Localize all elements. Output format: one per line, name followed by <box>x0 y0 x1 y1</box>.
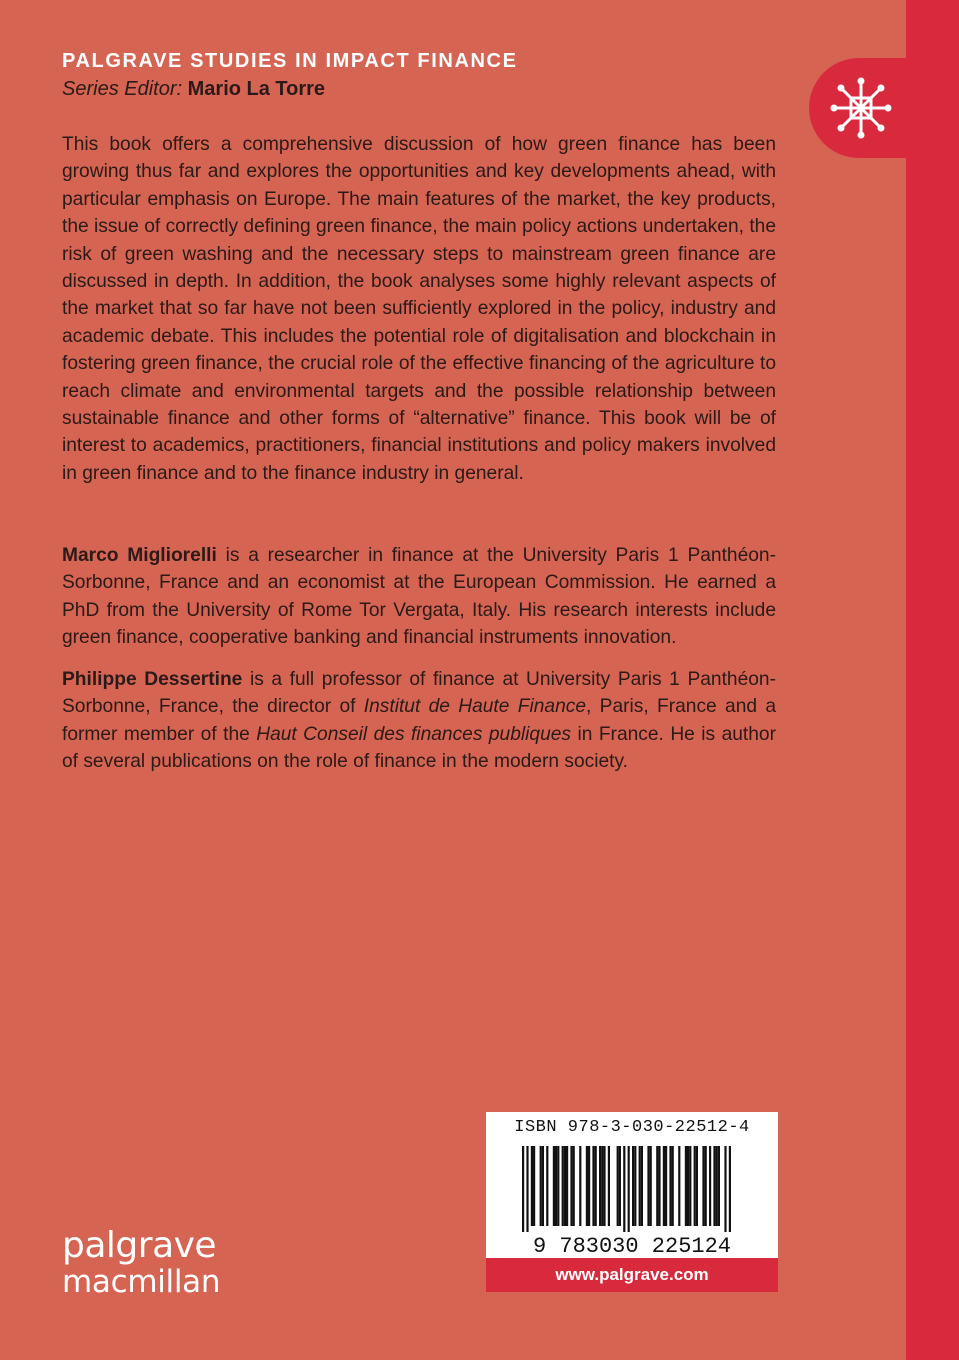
barcode-bar <box>566 1146 568 1226</box>
barcode-bar <box>628 1146 630 1232</box>
barcode-bar <box>623 1146 625 1232</box>
barcode-bar <box>650 1146 652 1226</box>
barcode-bar <box>702 1146 704 1226</box>
barcode-bar <box>553 1146 555 1226</box>
barcode-bar <box>608 1146 610 1226</box>
author-name: Marco Migliorelli <box>62 545 217 566</box>
barcode-bar <box>533 1146 535 1226</box>
series-editor-name: Mario La Torre <box>187 78 326 100</box>
barcode-bar <box>542 1146 544 1226</box>
barcode-bar <box>555 1146 557 1226</box>
institute-name: Institut de Haute Finance <box>363 696 587 718</box>
author-name: Philippe Dessertine <box>62 669 243 690</box>
series-title: PALGRAVE STUDIES IN IMPACT FINANCE <box>62 50 518 72</box>
publisher-logo-line2: macmillan <box>62 1264 221 1300</box>
barcode-bar <box>617 1146 619 1226</box>
barcode-bar <box>696 1146 698 1226</box>
barcode-bar <box>687 1146 689 1226</box>
barcode-bar <box>678 1146 680 1226</box>
barcode-bar <box>639 1146 641 1226</box>
barcode <box>508 1146 756 1256</box>
barcode-bar <box>694 1146 696 1226</box>
barcode-bar <box>579 1146 581 1226</box>
publisher-logo <box>62 1225 221 1300</box>
barcode-bar <box>562 1146 564 1226</box>
author-bio-text: , Paris, France and a former member of the <box>62 696 777 745</box>
barcode-digits: 9 783030 225124 <box>532 1234 732 1256</box>
barcode-bar <box>634 1146 636 1226</box>
barcode-bar <box>546 1146 548 1226</box>
barcode-bar <box>729 1146 731 1232</box>
author-bio-text: is a full professor of finance at University Paris 1 Panthéon-Sorbonne, France, the director of <box>62 669 776 718</box>
barcode-bar <box>709 1146 711 1226</box>
barcode-bar <box>573 1146 575 1226</box>
barcode-bar <box>595 1146 597 1226</box>
isbn-label: ISBN 978-3-030-22512-4 <box>514 1118 750 1137</box>
barcode-bar <box>669 1146 671 1226</box>
spine-band <box>906 0 959 1360</box>
barcode-bar <box>599 1146 601 1226</box>
barcode-bar <box>540 1146 542 1226</box>
isbn-barcode-box <box>486 1112 778 1292</box>
barcode-bar <box>592 1146 594 1226</box>
barcode-bar <box>619 1146 621 1226</box>
author-bio-dessertine <box>62 666 776 776</box>
barcode-bar <box>672 1146 674 1226</box>
series-editor-label: Series Editor: <box>62 78 183 100</box>
publisher-logo-line1: palgrave <box>62 1225 217 1266</box>
barcode-bar <box>601 1146 603 1226</box>
barcode-bar <box>713 1146 715 1226</box>
author-bio-migliorelli <box>62 542 776 652</box>
barcode-bar <box>685 1146 687 1226</box>
barcode-bar <box>531 1146 533 1226</box>
book-blurb: This book offers a comprehensive discussion of how green finance has been growing thus far and explores the opportunities and key developments ahead, with particular emphasis on Europe. The main features of the market, the key products, the issue of correctly defining green finance, the main policy actions undertaken, the risk of green washing and the necessary steps to mainstream green finance are discussed in depth. In addition, the book analyses some highly relevant aspects of the market that so far have not been sufficiently explored in the policy, industry and academic debate. This includes the potential role of digitalisation and blockchain in fostering green finance, the crucial role of the effective financing of the agriculture to reach climate and environmental targets and the possible relationship between sustainable finance and other forms of “alternative” finance. This book will be of interest to academics, practitioners, financial institutions and policy makers involved in green finance and to the finance industry in general. <box>62 134 776 484</box>
barcode-bar <box>716 1146 718 1226</box>
barcode-bar <box>689 1146 691 1226</box>
barcode-bar <box>658 1146 660 1226</box>
barcode-bar <box>632 1146 634 1226</box>
author-bio-text: is a researcher in finance at the University Paris 1 Panthéon-Sorbonne, France and an economist at the European Commission. He earned a PhD from the University of Rome Tor Vergata, Italy. His research interests include green finance, cooperative banking and financial instruments innovation. <box>62 545 776 649</box>
barcode-bar <box>665 1146 667 1226</box>
barcode-bar <box>603 1146 605 1226</box>
barcode-bar <box>663 1146 665 1226</box>
barcode-bar <box>557 1146 559 1226</box>
palgrave-network-logo-icon <box>829 76 893 140</box>
barcode-bar <box>718 1146 720 1226</box>
barcode-bar <box>588 1146 590 1226</box>
palgrave-logo-badge <box>809 58 909 158</box>
publisher-url[interactable]: www.palgrave.com <box>486 1258 778 1292</box>
series-editor <box>62 78 325 101</box>
barcode-bar <box>586 1146 588 1226</box>
barcode-bar <box>641 1146 643 1226</box>
barcode-bar <box>647 1146 649 1226</box>
barcode-bar <box>570 1146 572 1226</box>
council-name: Haut Conseil des finances publiques <box>256 723 572 745</box>
barcode-bar <box>724 1146 726 1232</box>
barcode-bar <box>705 1146 707 1226</box>
barcode-bar <box>564 1146 566 1226</box>
author-bio-text: in France. He is author of several publications on the role of finance in the modern society. <box>62 723 776 773</box>
barcode-bar <box>656 1146 658 1226</box>
barcode-bar <box>526 1146 528 1232</box>
barcode-bar <box>522 1146 524 1232</box>
